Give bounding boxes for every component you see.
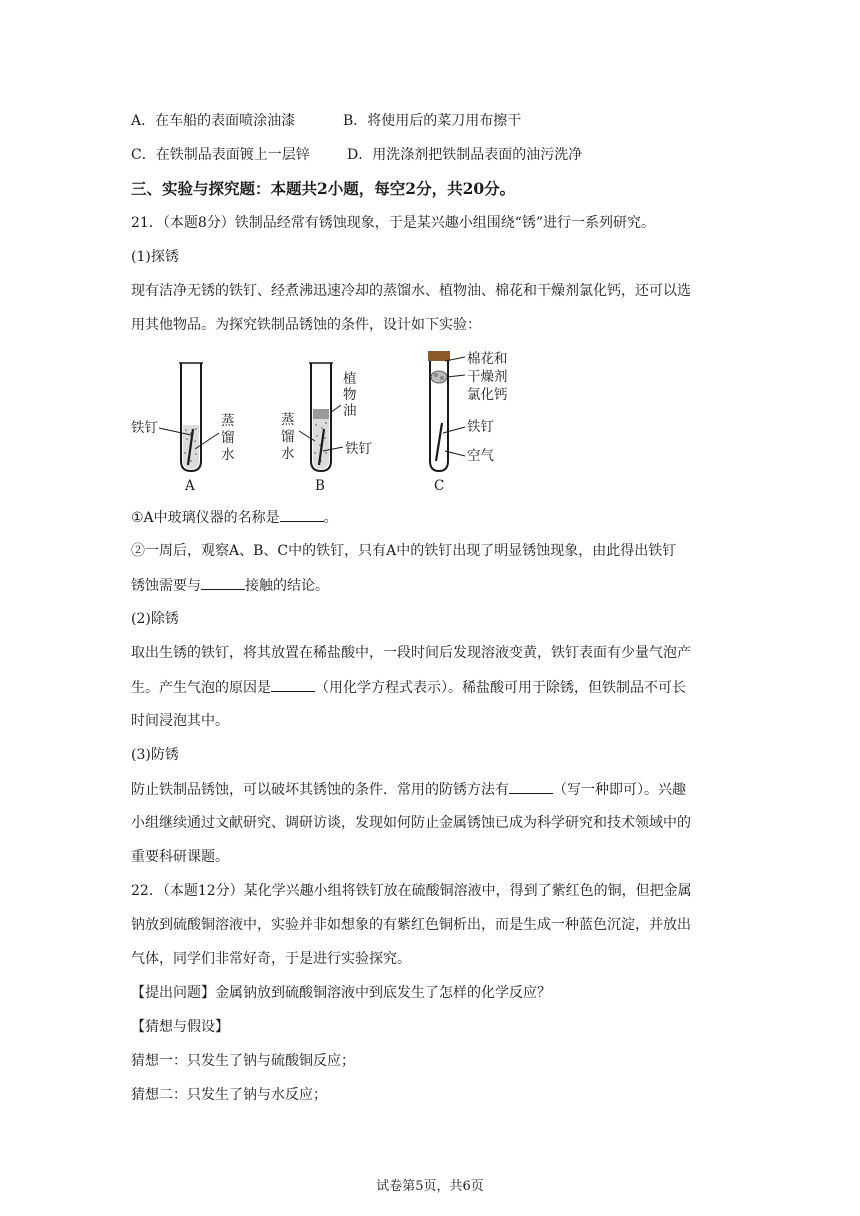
q21-part3-prefix: 防止铁制品锈蚀，可以破坏其锈蚀的条件．常用的防锈方法有 (131, 782, 509, 798)
option-d: D．用洗涤剂把铁制品表面的油污洗净 (347, 147, 583, 163)
label-b-oil-3: 油 (343, 403, 357, 419)
q21-q1-prefix: ①A中玻璃仪器的名称是 (131, 510, 280, 526)
q21-part3-line3: 重要科研课题。 (131, 849, 229, 865)
label-c-iron-nail: 铁钉 (467, 419, 494, 435)
label-tube-c: C (434, 478, 445, 493)
option-a: A．在车船的表面喷涂油漆 (131, 113, 296, 129)
q22-line1: 22．（本题12分）某化学兴趣小组将铁钉放在硫酸铜溶液中，得到了紫红色的铜，但把金属 (131, 883, 692, 899)
label-a-water-2: 馏 (221, 430, 235, 446)
q21-intro: 21．（本题8分）铁制品经常有锈蚀现象，于是某兴趣小组围绕“锈”进行一系列研究。 (131, 215, 656, 231)
q21-part3-line1 (131, 779, 686, 800)
q22-question: 【提出问题】金属钠放到硫酸铜溶液中到底发生了怎样的化学反应？ (131, 985, 551, 1001)
q22-guess2: 猜想二：只发生了钠与水反应； (131, 1087, 327, 1103)
q22-guess1: 猜想一：只发生了钠与硫酸铜反应； (131, 1053, 355, 1069)
answer-blank-4[interactable] (509, 779, 553, 794)
q22-hypothesis-title: 【猜想与假设】 (131, 1019, 229, 1035)
q21-part3-suffix: （写一种即可）。兴趣 (553, 782, 686, 798)
option-b: B．将使用后的菜刀用布擦干 (343, 113, 522, 129)
q21-part2-prefix: 生。产生气泡的原因是 (131, 680, 271, 696)
q21-part2-line2 (131, 677, 686, 698)
test-tube-c (428, 351, 465, 471)
test-tube-a (159, 363, 219, 471)
label-a-iron-nail: 铁钉 (131, 420, 158, 436)
answer-blank-3[interactable] (271, 677, 315, 692)
label-b-water-3: 水 (281, 446, 295, 462)
label-c-air: 空气 (467, 448, 494, 464)
q21-q1-suffix: 。 (323, 510, 338, 526)
q21-part3-line2: 小组继续通过文献研究、调研访谈，发现如何防止金属锈蚀已成为科学研究和技术领域中的 (131, 815, 691, 831)
q22-line3: 气体，同学们非常好奇，于是进行实验探究。 (131, 951, 411, 967)
label-c-cotton-2: 干燥剂 (467, 369, 508, 385)
test-tube-b (299, 363, 343, 471)
q21-part2-title: (2)除锈 (131, 611, 179, 627)
q21-part2-suffix: （用化学方程式表示）。稀盐酸可用于除锈，但铁制品不可长 (315, 680, 686, 696)
answer-blank-2[interactable] (201, 575, 245, 590)
label-b-oil-1: 植 (343, 371, 357, 387)
q21-part2-line1: 取出生锈的铁钉，将其放置在稀盐酸中，一段时间后发现溶液变黄，铁钉表面有少量气泡产 (131, 645, 691, 661)
label-b-oil-2: 物 (343, 387, 357, 403)
label-b-water-1: 蒸 (281, 412, 295, 428)
label-b-water-2: 馏 (281, 429, 295, 445)
section-title: 三、实验与探究题：本题共2小题，每空2分，共20分。 (131, 179, 516, 198)
answer-blank-1[interactable] (280, 507, 324, 522)
q21-q2-line1: ②一周后，观察A、B、C中的铁钉，只有A中的铁钉出现了明显锈蚀现象，由此得出铁钉 (131, 543, 677, 559)
q21-q1 (131, 507, 338, 528)
q22-line2: 钠放到硫酸铜溶液中，实验并非如想象的有紫红色铜析出，而是生成一种蓝色沉淀，并放出 (131, 917, 691, 933)
q21-part2-line3: 时间浸泡其中。 (131, 713, 229, 729)
page-footer: 试卷第5页，共6页 (376, 1179, 484, 1194)
q21-part1-text-line1: 现有洁净无锈的铁钉、经煮沸迅速冷却的蒸馏水、植物油、棉花和干燥剂氯化钙，还可以选 (131, 283, 691, 299)
label-tube-b: B (315, 478, 325, 493)
label-a-water-3: 水 (221, 447, 235, 463)
experiment-figure (125, 343, 535, 493)
q21-q2-line2 (131, 575, 329, 596)
option-c: C．在铁制品表面镀上一层锌 (131, 147, 310, 163)
label-a-water-1: 蒸 (221, 413, 235, 429)
label-c-cotton-3: 氯化钙 (467, 387, 508, 403)
q21-part3-title: (3)防锈 (131, 747, 179, 763)
q21-q2-prefix: 锈蚀需要与 (131, 578, 201, 594)
label-tube-a: A (185, 478, 195, 493)
label-c-cotton-1: 棉花和 (467, 351, 508, 367)
q21-part1-text-line2: 用其他物品。为探究铁制品锈蚀的条件，设计如下实验： (131, 317, 481, 333)
q21-q2-suffix: 接触的结论。 (245, 578, 329, 594)
q21-part1-title: (1)探锈 (131, 249, 179, 265)
label-b-iron-nail: 铁钉 (345, 441, 372, 457)
